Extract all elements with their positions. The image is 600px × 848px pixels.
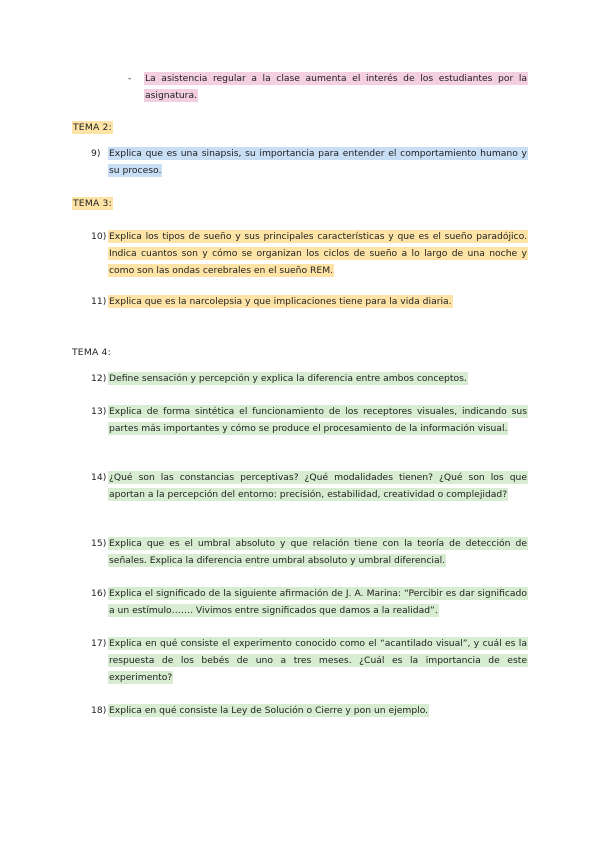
question-item: [91, 586, 528, 620]
section-heading-tema4: TEMA 4:: [72, 347, 111, 358]
question-number: 12): [91, 373, 107, 384]
bullet-text: La asistencia regular a la clase aumenta el interés de los estudiantes por la asignatura.: [145, 73, 527, 101]
question-number: 13): [91, 406, 107, 417]
question-item: [91, 703, 528, 720]
question-text: Explica que es la narcolepsia y que implicaciones tiene para la vida diaria.: [109, 296, 452, 307]
question-text: Explica los tipos de sueño y sus principales características y que es el sueño paradójico. Indica cuantos son y cómo se organizan los ciclos de sueño a lo largo de una noche y como son las ondas cerebrales en el sueño REM.: [109, 231, 527, 276]
question-number: 11): [91, 296, 107, 307]
bullet-item: [144, 71, 528, 105]
question-text: Explica que es una sinapsis, su importancia para entender el comportamiento humano y su proceso.: [109, 148, 527, 176]
question-number: 14): [91, 472, 107, 483]
question-text: Explica que es el umbral absoluto y que relación tiene con la teoría de detección de señales. Explica la diferencia entre umbral absoluto y umbral diferencial.: [109, 538, 527, 566]
question-item: [91, 636, 528, 686]
question-text: Explica de forma sintética el funcionamiento de los receptores visuales, indicando sus partes más importantes y cómo se produce el procesamiento de la información visual.: [109, 406, 527, 434]
question-item: [91, 229, 528, 279]
question-text: Define sensación y percepción y explica la diferencia entre ambos conceptos.: [109, 373, 467, 384]
question-number: 10): [91, 231, 107, 242]
question-number: 17): [91, 638, 107, 649]
question-text: Explica el significado de la siguiente afirmación de J. A. Marina: “Percibir es dar significado a un estímulo……. Vivimos entre significados que damos a la realidad”.: [109, 588, 527, 616]
question-text: ¿Qué son las constancias perceptivas? ¿Qué modalidades tienen? ¿Qué son los que aportan a la percepción del entorno: precisión, estabilidad, creatividad o complejidad?: [109, 472, 527, 500]
section-heading-tema2: TEMA 2:: [73, 122, 112, 133]
question-item: [91, 536, 528, 570]
question-item: [91, 470, 528, 504]
question-item: [91, 294, 528, 311]
question-item: [91, 371, 528, 388]
question-item: [91, 404, 528, 438]
question-item: [91, 146, 528, 180]
question-text: Explica en qué consiste la Ley de Solución o Cierre y pon un ejemplo.: [109, 705, 429, 716]
question-number: 15): [91, 538, 107, 549]
question-number: 9): [91, 148, 101, 159]
bullet-marker: -: [128, 73, 132, 84]
question-number: 18): [91, 705, 107, 716]
section-heading-tema3: TEMA 3:: [73, 198, 112, 209]
question-text: Explica en qué consiste el experimento conocido como el “acantilado visual”, y cuál es la respuesta de los bebés de uno a tres meses. ¿Cuál es la importancia de este experimento?: [109, 638, 527, 683]
question-number: 16): [91, 588, 107, 599]
